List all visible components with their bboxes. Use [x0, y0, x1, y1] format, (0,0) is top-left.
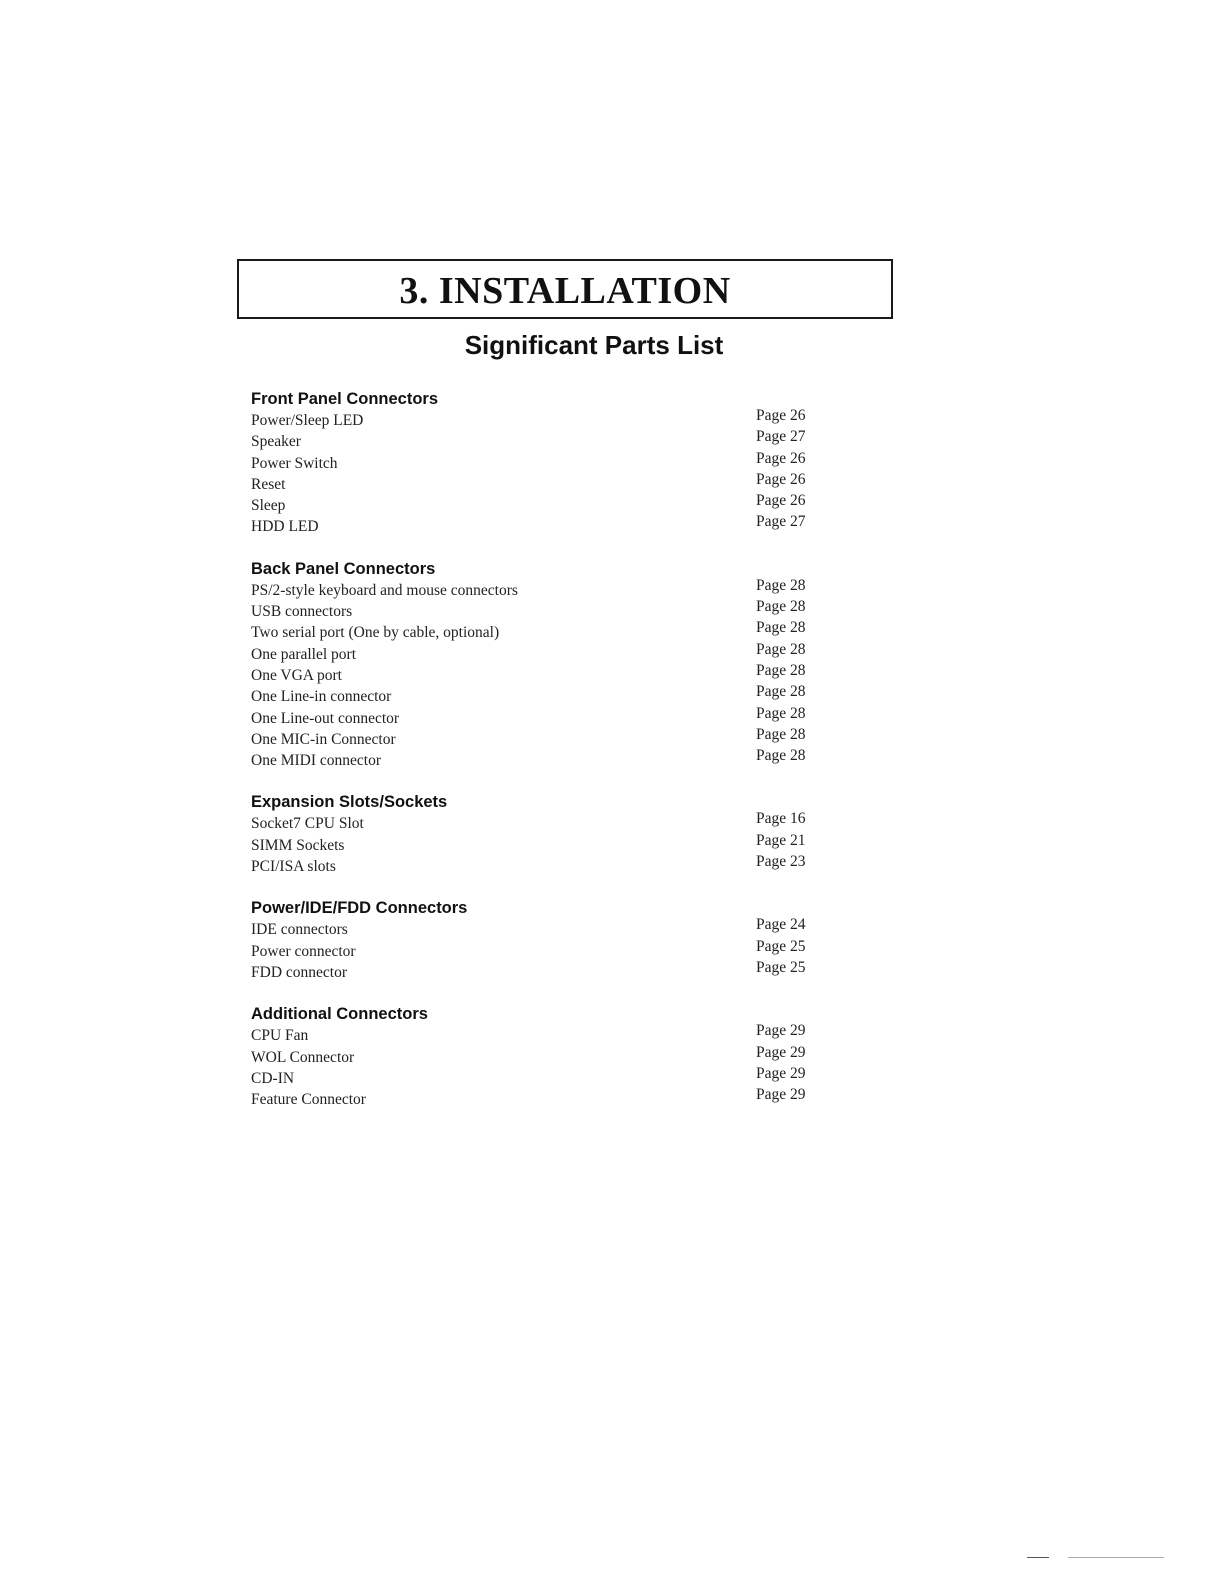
- parts-section: [251, 897, 831, 983]
- page-reference: Page 16: [756, 810, 806, 828]
- page-reference: Page 28: [756, 747, 806, 765]
- part-name: One Line-out connector: [251, 709, 400, 727]
- part-name: Power Switch: [251, 454, 338, 472]
- part-name: Speaker: [251, 433, 301, 451]
- page-reference: Page 28: [756, 725, 806, 743]
- list-item: [251, 470, 831, 495]
- part-name: SIMM Sockets: [251, 836, 345, 854]
- part-name: FDD connector: [251, 963, 347, 981]
- part-name: Power connector: [251, 942, 356, 960]
- part-name: Power/Sleep LED: [251, 412, 364, 429]
- scan-artifact-line: [1068, 1557, 1164, 1558]
- page-reference: Page 28: [756, 640, 806, 658]
- list-item: [251, 1086, 831, 1110]
- page-reference: Page 28: [756, 598, 806, 616]
- part-name: PCI/ISA slots: [251, 858, 336, 876]
- list-item: [251, 958, 831, 983]
- list-item: [251, 1022, 831, 1046]
- list-item: [251, 937, 831, 962]
- page-reference: Page 29: [756, 1086, 806, 1104]
- part-name: WOL Connector: [251, 1048, 355, 1066]
- list-item: [251, 407, 831, 431]
- parts-rows: [251, 1022, 831, 1110]
- page-reference: Page 25: [756, 958, 806, 976]
- page-reference: Page 28: [756, 661, 806, 679]
- page-reference: Page 26: [756, 407, 806, 424]
- section-heading: Back Panel Connectors: [251, 559, 436, 578]
- list-item: [251, 598, 831, 622]
- part-name: Sleep: [251, 497, 286, 515]
- list-item: [251, 853, 831, 877]
- page-reference: Page 29: [756, 1064, 806, 1082]
- part-name: PS/2-style keyboard and mouse connectors: [251, 581, 518, 599]
- part-name: One Line-in connector: [251, 688, 392, 706]
- page-reference: Page 26: [756, 449, 806, 467]
- list-item: [251, 704, 831, 729]
- page-reference: Page 28: [756, 704, 806, 722]
- list-item: [251, 619, 831, 643]
- page-reference: Page 29: [756, 1022, 806, 1040]
- part-name: CD-IN: [251, 1069, 295, 1087]
- part-name: One MIDI connector: [251, 752, 381, 770]
- part-name: Reset: [251, 475, 286, 493]
- parts-section: [251, 388, 831, 538]
- list-item: [251, 513, 831, 537]
- page-reference: Page 24: [756, 916, 806, 934]
- part-name: IDE connectors: [251, 921, 348, 939]
- part-name: One VGA port: [251, 666, 342, 684]
- page-reference: Page 26: [756, 470, 806, 488]
- parts-rows: [251, 810, 831, 877]
- section-heading: Additional Connectors: [251, 1005, 428, 1024]
- parts-section: [251, 1003, 831, 1110]
- list-item: [251, 1043, 831, 1068]
- section-heading: Power/IDE/FDD Connectors: [251, 899, 468, 918]
- page-reference: Page 29: [756, 1043, 806, 1061]
- parts-section: [251, 558, 831, 772]
- list-item: [251, 683, 831, 707]
- part-name: Feature Connector: [251, 1091, 366, 1109]
- page-reference: Page 27: [756, 513, 806, 531]
- parts-list: [251, 388, 831, 1130]
- list-item: [251, 449, 831, 474]
- list-item: [251, 831, 831, 856]
- list-item: [251, 492, 831, 516]
- page-reference: Page 23: [756, 853, 806, 871]
- page-reference: Page 27: [756, 428, 806, 446]
- page-reference: Page 25: [756, 937, 806, 955]
- chapter-title-box: [237, 259, 893, 319]
- list-item: [251, 576, 831, 601]
- section-heading: Front Panel Connectors: [251, 390, 439, 408]
- part-name: CPU Fan: [251, 1027, 309, 1045]
- parts-rows: [251, 916, 831, 983]
- list-item: [251, 916, 831, 940]
- scan-artifact-line: [1027, 1557, 1049, 1558]
- part-name: One MIC-in Connector: [251, 730, 396, 748]
- chapter-title: 3. INSTALLATION: [399, 270, 731, 312]
- page-reference: Page 28: [756, 576, 806, 594]
- page-subtitle: Significant Parts List: [464, 330, 724, 360]
- list-item: [251, 1064, 831, 1089]
- list-item: [251, 810, 831, 834]
- page-reference: Page 28: [756, 619, 806, 637]
- parts-rows: [251, 407, 831, 538]
- list-item: [251, 725, 831, 750]
- page-reference: Page 26: [756, 492, 806, 510]
- part-name: One parallel port: [251, 645, 357, 663]
- page-reference: Page 21: [756, 831, 806, 849]
- parts-section: [251, 791, 831, 877]
- list-item: [251, 661, 831, 686]
- part-name: USB connectors: [251, 603, 353, 621]
- part-name: HDD LED: [251, 518, 319, 536]
- section-heading: Expansion Slots/Sockets: [251, 793, 448, 812]
- part-name: Socket7 CPU Slot: [251, 815, 364, 833]
- list-item: [251, 747, 831, 771]
- list-item: [251, 640, 831, 665]
- parts-rows: [251, 576, 831, 772]
- page-reference: Page 28: [756, 683, 806, 701]
- part-name: Two serial port (One by cable, optional): [251, 624, 500, 642]
- list-item: [251, 428, 831, 452]
